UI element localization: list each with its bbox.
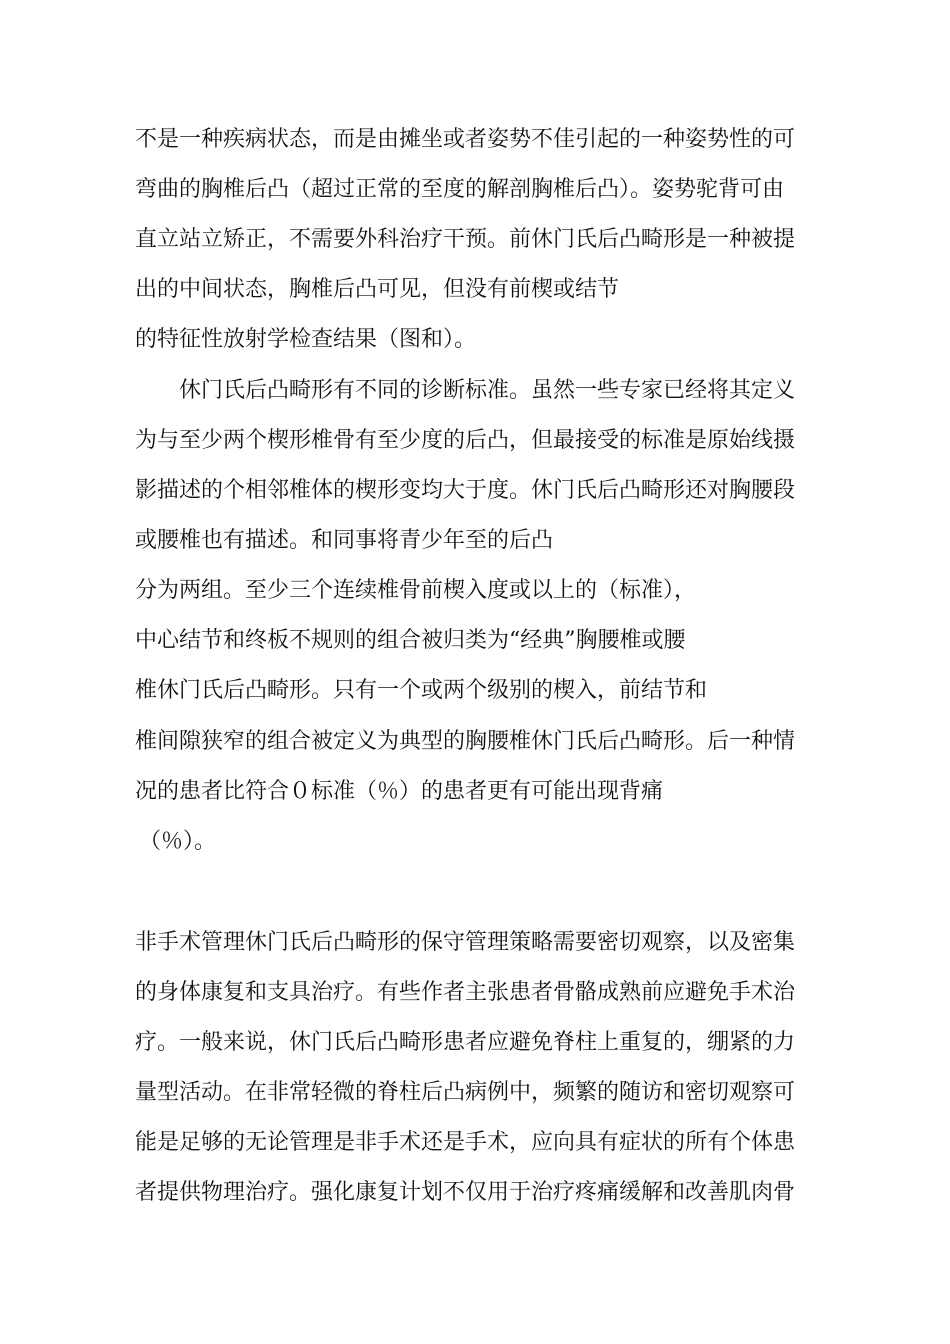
paragraph-3-line-4: 量型活动。在非常轻微的脊柱后凸病例中，频繁的随访和密切观察可: [135, 1080, 796, 1105]
paragraph-2-line-10: （％）。: [139, 829, 217, 854]
paragraph-2-line-5: 分为两组。至少三个连续椎骨前楔入度或以上的（标准），: [135, 578, 697, 603]
paragraph-1-line-3: 直立站立矫正，不需要外科治疗干预。前休门氏后凸畸形是一种被提: [135, 227, 796, 252]
paragraph-3-line-3: 疗。一般来说，休门氏后凸畸形患者应避免脊柱上重复的，绷紧的力: [135, 1030, 796, 1055]
paragraph-3-line-2: 的身体康复和支具治疗。有些作者主张患者骨骼成熟前应避免手术治: [135, 980, 796, 1005]
paragraph-1-line-4: 出的中间状态，胸椎后凸可见，但没有前楔或结节: [135, 277, 620, 302]
paragraph-1-line-5: 的特征性放射学检查结果（图和）。: [135, 327, 477, 352]
paragraph-2-line-6: 中心结节和终板不规则的组合被归类为“经典”胸腰椎或腰: [135, 628, 686, 653]
paragraph-2-line-2: 为与至少两个楔形椎骨有至少度的后凸，但最接受的标准是原始线摄: [135, 428, 796, 453]
paragraph-2-line-9: 况的患者比符合０标准（％）的患者更有可能出现背痛: [135, 779, 664, 804]
paragraph-2-line-1: 休门氏后凸畸形有不同的诊断标准。虽然一些专家已经将其定义: [179, 378, 796, 403]
paragraph-2-line-7: 椎休门氏后凸畸形。只有一个或两个级别的楔入，前结节和: [135, 678, 708, 703]
paragraph-1-line-2: 弯曲的胸椎后凸（超过正常的至度的解剖胸椎后凸）。姿势驼背可由: [135, 177, 785, 202]
paragraph-3-line-6: 者提供物理治疗。强化康复计划不仅用于治疗疼痛缓解和改善肌肉骨: [135, 1180, 796, 1205]
paragraph-2-line-3: 影描述的个相邻椎体的楔形变均大于度。休门氏后凸畸形还对胸腰段: [135, 478, 796, 503]
paragraph-2-line-8: 椎间隙狭窄的组合被定义为典型的胸腰椎休门氏后凸畸形。后一种情: [135, 729, 796, 754]
paragraph-1-line-1: 不是一种疾病状态，而是由摊坐或者姿势不佳引起的一种姿势性的可: [135, 127, 796, 152]
paragraph-3-line-5: 能是足够的无论管理是非手术还是手术，应向具有症状的所有个体患: [135, 1130, 796, 1155]
paragraph-3-line-1: 非手术管理休门氏后凸畸形的保守管理策略需要密切观察，以及密集: [135, 930, 796, 955]
paragraph-2-line-4: 或腰椎也有描述。和同事将青少年至的后凸: [135, 528, 554, 553]
